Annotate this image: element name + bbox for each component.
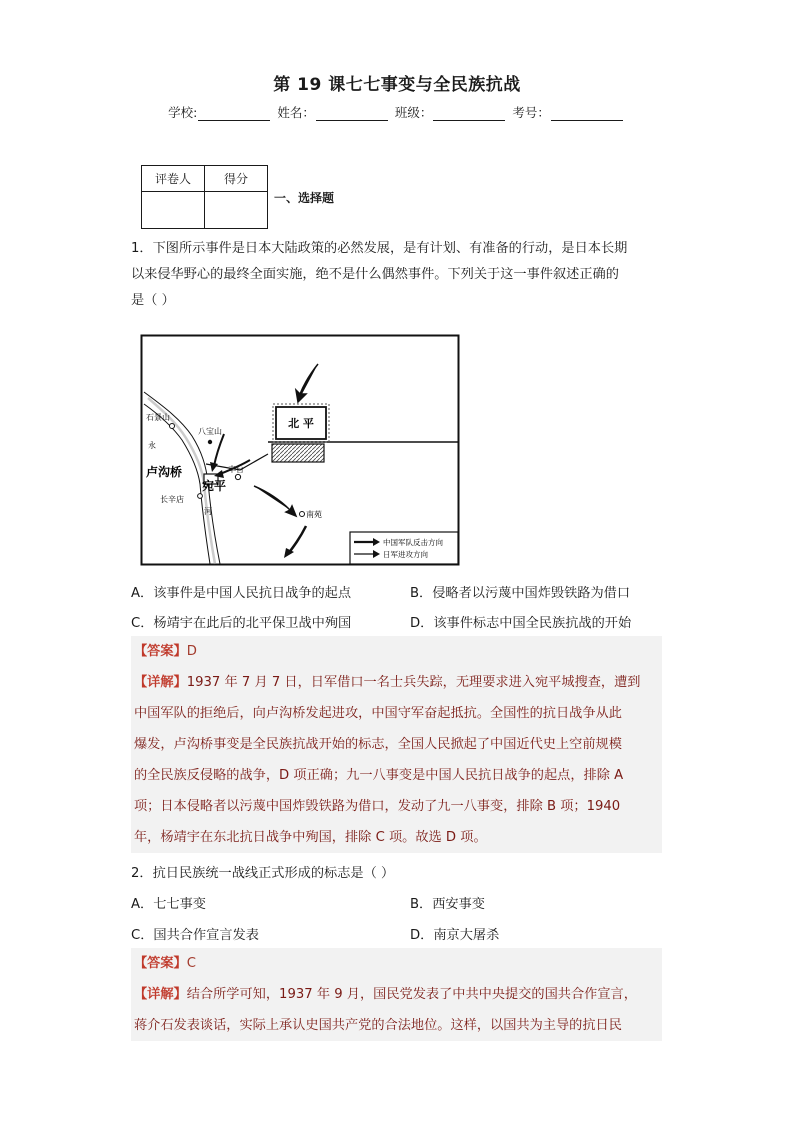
q1-detail-line: 项；日本侵略者以污蔑中国炸毁铁路为借口，发动了九一八事变，排除 B 项；1940 <box>134 799 621 814</box>
detail-tag: 【详解】 <box>134 987 187 1002</box>
q1-option-d[interactable]: D．该事件标志中国全民族抗战的开始 <box>410 616 632 631</box>
legend-japanese-label: 日军进攻方向 <box>383 550 428 559</box>
map-legend <box>350 532 458 564</box>
babaoshan-label: 八宝山 <box>198 427 222 436</box>
page-title: 第 19 课七七事变与全民族抗战 <box>273 75 521 95</box>
score-table <box>141 165 268 229</box>
q1-detail-line <box>134 667 660 698</box>
question-1-text <box>131 236 666 314</box>
score-cell[interactable] <box>205 192 268 229</box>
detail-tag: 【详解】 <box>134 675 187 690</box>
name-label: 姓名： <box>277 105 315 120</box>
q2-option-a[interactable]: A．七七事变 <box>131 897 206 912</box>
grader-cell[interactable] <box>142 192 205 229</box>
q2-option-b[interactable]: B．西安事变 <box>410 897 485 912</box>
q1-detail-line: 的全民族反侵略的战争，D 项正确；九一八事变是中国人民抗日战争的起点，排除 A <box>134 768 624 783</box>
nanyuan-marker <box>300 512 305 517</box>
class-label: 班级： <box>394 105 433 120</box>
name-blank[interactable] <box>316 107 388 121</box>
q1-option-a[interactable]: A．该事件是中国人民抗日战争的起点 <box>131 586 352 601</box>
answer-tag: 【答案】 <box>134 644 187 659</box>
shijingshan-marker <box>170 424 175 429</box>
q1-detail-text: 1937 年 7 月 7 日，日军借口一名士兵失踪，无理要求进入宛平城搜查，遭到 <box>186 675 641 690</box>
class-blank[interactable] <box>433 107 505 121</box>
fengtai-marker <box>235 474 240 479</box>
q1-answer-block <box>131 636 662 853</box>
q2-detail-line: 蒋介石发表谈话，实际上承认史国共产党的合法地位。这样，以国共为主导的抗日民 <box>134 1018 622 1033</box>
school-blank[interactable] <box>198 107 270 121</box>
changxindian-marker <box>198 494 203 499</box>
q1-detail-line: 中国军队的拒绝后，向卢沟桥发起进攻，中国守军奋起抵抗。全国性的抗日战争从此 <box>134 706 622 721</box>
score-header: 得分 <box>205 166 268 192</box>
q1-answer-line <box>134 636 660 667</box>
q1-option-b[interactable]: B．侵略者以污蔑中国炸毁铁路为借口 <box>410 586 631 601</box>
q1-option-c[interactable]: C．杨靖宇在此后的北平保卫战中殉国 <box>131 616 352 631</box>
q2-detail-text: 结合所学可知，1937 年 9 月，国民党发表了中共中央提交的国共合作宣言， <box>186 987 637 1002</box>
section-title: 一、选择题 <box>274 191 335 205</box>
beiping-label: 北 平 <box>288 417 314 430</box>
q2-option-c[interactable]: C．国共合作宣言发表 <box>131 928 259 943</box>
question-1-line: 是（ ） <box>131 293 175 308</box>
lugouqiao-label: 卢沟桥 <box>146 465 183 479</box>
nanyuan-label: 南苑 <box>306 510 322 519</box>
exam-number-label: 考号： <box>512 105 550 120</box>
answer-tag: 【答案】 <box>134 956 187 971</box>
beiping-outer-city <box>272 444 324 462</box>
question-1-line: 1．下图所示事件是日本大陆政策的必然发展，是有计划、有准备的行动，是日本长期 <box>131 241 628 256</box>
q2-answer-line <box>134 948 660 979</box>
wanping-label: 宛平 <box>202 479 227 493</box>
exam-number-blank[interactable] <box>551 107 623 121</box>
school-label: 学校: <box>168 105 198 120</box>
q1-detail-line: 年，杨靖宇在东北抗日战争中殉国，排除 C 项。故选 D 项。 <box>134 830 487 845</box>
q2-answer-block <box>131 948 662 1041</box>
legend-chinese-label: 中国军队反击方向 <box>383 538 443 547</box>
grader-header: 评卷人 <box>142 166 205 192</box>
q1-detail-line: 爆发，卢沟桥事变是全民族抗战开始的标志，全国人民掀起了中国近代史上空前规模 <box>134 737 622 752</box>
q2-detail-line <box>134 979 660 1010</box>
question-1-line: 以来侵华野心的最终全面实施，绝不是什么偶然事件。下列关于这一事件叙述正确的 <box>131 267 619 282</box>
question-2-text: 2．抗日民族统一战线正式形成的标志是（ ） <box>131 866 395 881</box>
changxindian-label: 长辛店 <box>160 495 184 504</box>
q2-option-d[interactable]: D．南京大屠杀 <box>410 928 500 943</box>
river-label-he: 河 <box>204 507 212 516</box>
river-label-yong: 永 <box>148 441 156 450</box>
q2-answer: C <box>186 956 196 971</box>
fengtai-label: 丰台 <box>228 465 244 474</box>
shijingshan-label: 石景山 <box>146 413 170 422</box>
student-info-line <box>0 103 794 121</box>
lugouqiao-incident-map <box>140 334 460 566</box>
q1-answer: D <box>186 644 197 659</box>
babaoshan-marker <box>208 440 212 444</box>
